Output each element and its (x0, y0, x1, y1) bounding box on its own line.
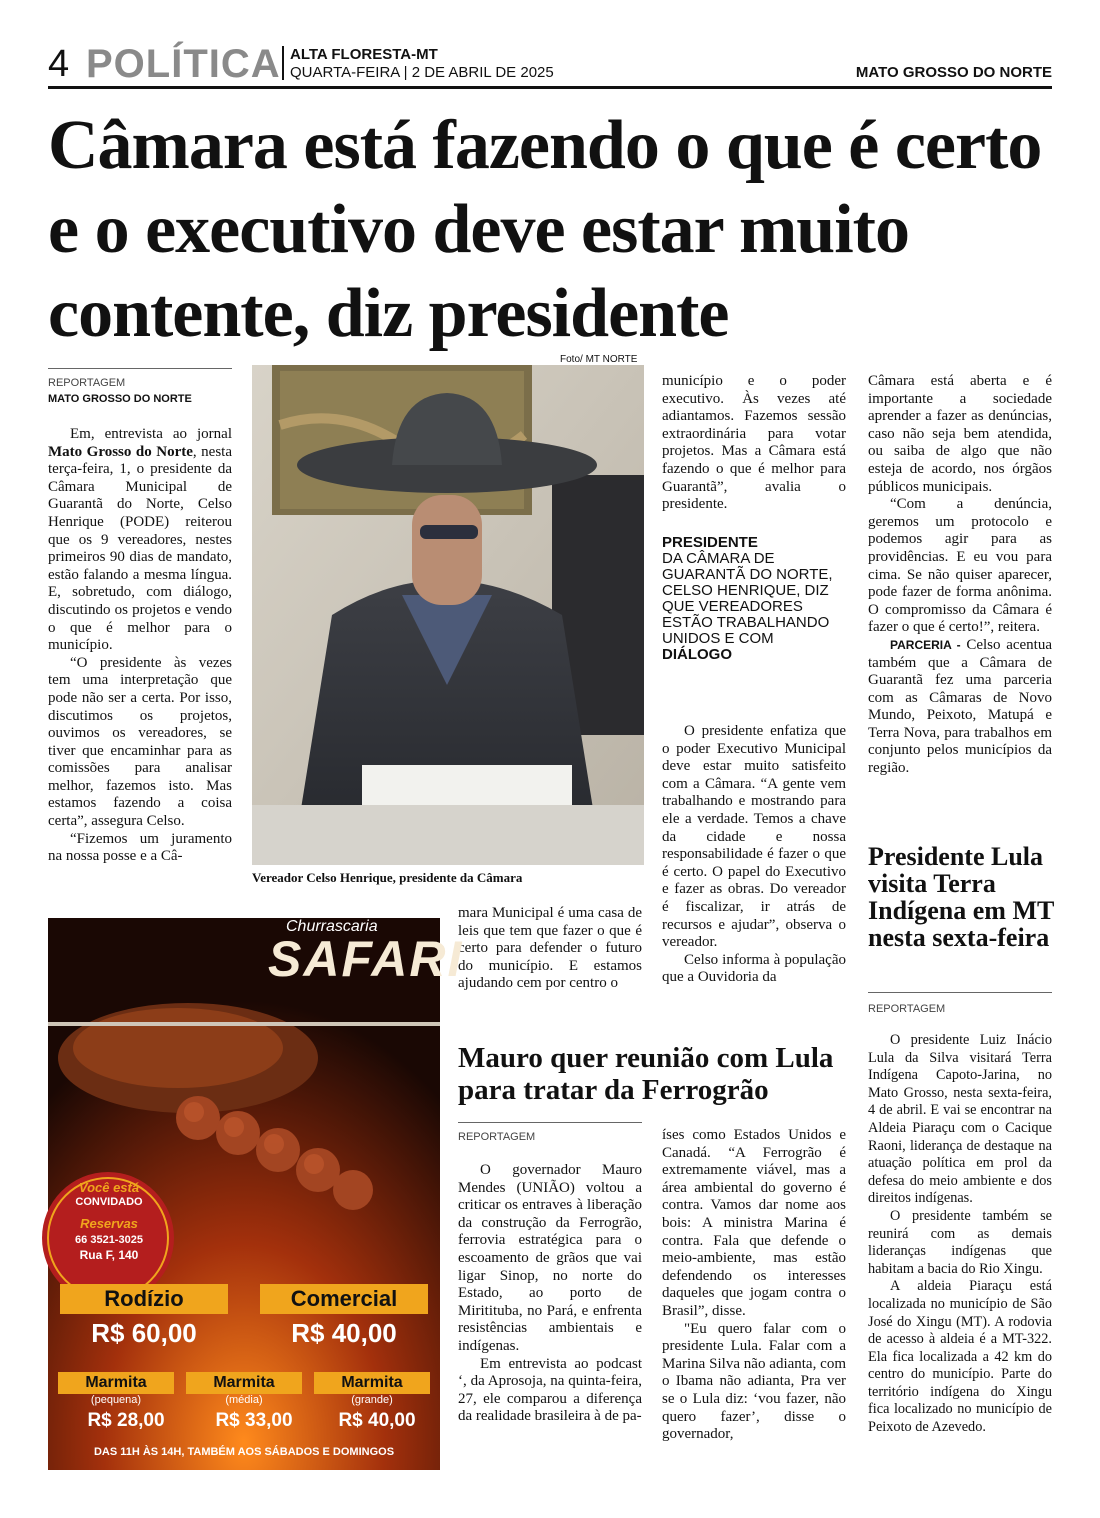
paragraph: município e o poder executivo. Às vezes até adiantamos. Fazemos sessão extraordinária para votar projetos. Mas a Câmara está fazendo o que é melhor para Guarantã”, avalia o presidente. (662, 373, 846, 513)
byline-rule (458, 1122, 642, 1123)
paper-name: MATO GROSSO DO NORTE (855, 64, 1052, 81)
lula-headline: Presidente Lula visita Terra Indígena em MT nesta sexta-feira (868, 842, 1054, 952)
page-number: 4 (48, 43, 70, 85)
pull-quote-text: DA CÂMARA DE GUARANTÃ DO NORTE, CELSO HENRIQUE, DIZ QUE VEREADORES ESTÃO TRABALHANDO UNIDOS E COM (662, 550, 833, 647)
paragraph: “Fizemos um juramento na nossa posse e a Câ- (48, 830, 232, 865)
rodizio-label: Rodízio (60, 1284, 228, 1314)
pull-quote (662, 535, 842, 663)
main-article-col1 (48, 426, 232, 866)
mauro-article-col1 (458, 1162, 642, 1426)
masthead-divider (282, 46, 284, 80)
byline: MATO GROSSO DO NORTE (48, 393, 192, 405)
kicker: REPORTAGEM (868, 1003, 946, 1015)
main-article-col3 (662, 373, 846, 514)
paragraph: Em, entrevista ao jornal Mato Grosso do Norte, nesta terça-feira, 1, o presidente da Câmara Municipal de Guarantã do Norte, Celso Henrique (PODE) reiterou que os 9 vereadores, nestes primeiros 90 dias de mandato, estão falando a mesma língua. E, sobretudo, com diálogo, discutindo os projetos e vendo o que é melhor para o município. (48, 426, 232, 654)
paragraph: “Com a denúncia, geremos um protocolo e podemos agir para as providências. E eu vou para cima. Se não quiser aparecer, pode fazer de forma anônima. O compromisso da Câmara é fazer o que é certo!”, reitera. (868, 496, 1052, 636)
paragraph: O governador Mauro Mendes (UNIÃO) voltou a criticar os entraves à liberação da construção da Ferrogrão, ferrovia estratégica para o escoamento de grãos que vai ligar Sinop, no norte do Estado, ao porto de Miritituba, no Pará, e enfrenta resistências ambientais e indígenas. (458, 1162, 642, 1354)
marmita-small-price: R$ 28,00 (87, 1410, 165, 1431)
paragraph: mara Municipal é uma casa de leis que tem que fazer o que é certo para defender o futuro do município. E estamos ajudando cem por centro o (458, 905, 642, 992)
marmita-medium-price: R$ 33,00 (215, 1410, 293, 1431)
masthead-city: ALTA FLORESTA-MT (290, 46, 438, 63)
marmita-large-size: (grande) (351, 1394, 393, 1406)
badge-phone: 66 3521-3025 (75, 1234, 143, 1246)
lula-article-body (868, 1032, 1052, 1437)
ad-hours: DAS 11H ÀS 14H, TAMBÉM AOS SÁBADOS E DOMINGOS (93, 1446, 395, 1458)
paragraph: “O presidente às vezes tem uma interpretação que pode não ser a certa. Por isso, discutimos os projetos, ouvimos os vereadores, se tiver que encaminhar para as comissões para analisar melhor, fazemos isto. Mas estamos fazendo a coisa certa”, assegura Celso. (48, 654, 232, 830)
marmita-large-price: R$ 40,00 (338, 1410, 416, 1431)
marmita-small-size: (pequena) (90, 1394, 142, 1406)
marmita-medium-size: (média) (225, 1394, 263, 1406)
comercial-price: R$ 40,00 (291, 1318, 397, 1348)
main-photo (252, 365, 644, 865)
pull-quote-bold: PRESIDENTE (662, 534, 758, 551)
main-headline: Câmara está fazendo o que é certo e o executivo deve estar muito contente, diz presidente (48, 107, 1042, 352)
main-article-col2 (458, 905, 642, 993)
kicker: REPORTAGEM (48, 377, 126, 389)
section-title: POLÍTICA (86, 42, 281, 86)
rodizio-price: R$ 60,00 (91, 1318, 197, 1348)
mauro-article-col2 (662, 1127, 846, 1444)
pull-quote-bold: DIÁLOGO (662, 646, 732, 663)
paragraph: "Eu quero falar com o presidente Lula. Falar com a Marina Silva não adianta, com o Ibama não adianta, Pra ver se o Lula diz: ‘vou fazer, não quero fazer’, disse o governador, (662, 1320, 846, 1443)
masthead-rule (48, 86, 1052, 89)
photo-caption: Vereador Celso Henrique, presidente da Câmara (252, 870, 523, 885)
kicker: REPORTAGEM (458, 1131, 536, 1143)
badge-line2: CONVIDADO (75, 1196, 143, 1208)
byline-rule (868, 992, 1052, 993)
paragraph: O presidente Luiz Inácio Lula da Silva visitará Terra Indígena Capoto-Jarina, no Mato Grosso, nesta sexta-feira, 4 de abril. E vai se encontrar na Aldeia Piaraçu com o Cacique Raoni, liderança de destaque na atuação política em prol da defesa do meio ambiente e dos direitos indígenas. (868, 1032, 1052, 1207)
paragraph: íses como Estados Unidos e Canadá. “A Ferrogrão é extremamente viável, mas a área ambiental do governo é contra. Vamos dar nome aos bois: A ministra Marina é contra. Fala que defende o meio-ambiente, mas estão defendendo os interesses daqueles que jogam contra o Brasil”, disse. (662, 1127, 846, 1319)
paragraph: PARCERIA - Celso acentua também que a Câmara de Guarantã fez uma parceria com as Câmaras de Novo Mundo, Peixoto, Matupá e Terra Nova, para trabalhos em conjunto pelos municípios da região. (868, 636, 1052, 777)
badge-line3: Reservas (80, 1216, 138, 1231)
photo-credit: Foto/ MT NORTE (560, 354, 638, 365)
badge-address: Rua F, 140 (79, 1248, 139, 1262)
byline-rule (48, 368, 232, 369)
marmita-label: Marmita (314, 1372, 430, 1394)
ad-brand: SAFARI (268, 931, 464, 987)
paragraph: Celso informa à população que a Ouvidoria da (662, 951, 846, 986)
main-article-col4 (868, 373, 1052, 778)
paragraph: A aldeia Piaraçu está localizada no município de São José do Xingu (MT). A rodovia de acesso à aldeia é a MT-322. Ela fica localizada a 42 km do centro do município. Parte do território indígena do Xingu fica localizado no município de Peixoto de Azevedo. (868, 1278, 1052, 1436)
mauro-headline: Mauro quer reunião com Lula para tratar da Ferrogrão (458, 1042, 834, 1106)
photo-illustration (252, 365, 644, 865)
main-article-col3-lower (662, 723, 846, 987)
marmita-label: Marmita (58, 1372, 174, 1394)
paragraph: Em entrevista ao podcast ‘, da Aprosoja, na quinta-feira, 27, ele comparou a diferença da realidade brasileira à de pa- (458, 1355, 642, 1425)
comercial-label: Comercial (260, 1284, 428, 1314)
paragraph: Câmara está aberta e é importante a sociedade aprender a fazer as denúncias, caso não seja bem atendida, ou saiba de algo que não esteja de acordo, nos órgãos públicos municipais. (868, 373, 1052, 495)
marmita-label: Marmita (186, 1372, 302, 1394)
restaurant-ad (48, 918, 464, 1470)
badge-line1: Você está (78, 1180, 140, 1195)
paragraph: O presidente também se reunirá com as demais lideranças indígenas que habitam a bacia do Rio Xingu. (868, 1207, 1052, 1277)
ad-brand-small: Churrascaria (286, 918, 378, 935)
paragraph: O presidente enfatiza que o poder Executivo Municipal deve estar muito satisfeito com a Câmara. “A gente vem trabalhando e mostrando para ele a verdade. Temos a chave da cidade e nossa responsabilidade é fazer o que é certo. O papel do Executivo e fazer as obras. Do vereador é fiscalizar, ir atrás de recursos e ajudar”, observa o vereador. (662, 723, 846, 951)
masthead-date: QUARTA-FEIRA | 2 DE ABRIL DE 2025 (290, 64, 554, 81)
